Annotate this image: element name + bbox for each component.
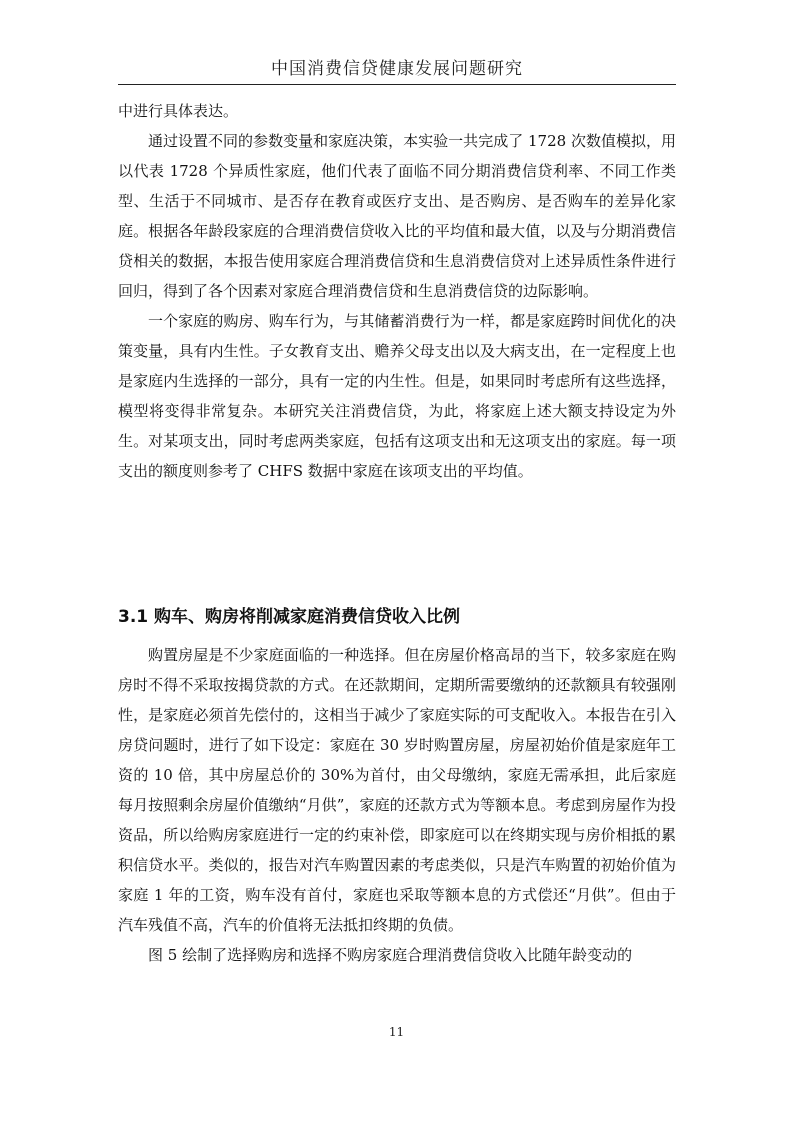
intro-body [118, 96, 676, 486]
section-body [118, 640, 676, 970]
intro-paragraph-endogeneity: 一个家庭的购房、购车行为，与其储蓄消费行为一样，都是家庭跨时间优化的决策变量，具有内生性。子女教育支出、赡养父母支出以及大病支出，在一定程度上也是家庭内生选择的一部分，具有一定的内生性。但是，如果同时考虑所有这些选择，模型将变得非常复杂。本研究关注消费信贷，为此，将家庭上述大额支持设定为外生。对某项支出，同时考虑两类家庭，包括有这项支出和无这项支出的家庭。每一项支出的额度则参考了 CHFS 数据中家庭在该项支出的平均值。 [118, 312, 676, 480]
running-header [118, 54, 676, 85]
page-number: 11 [388, 1025, 405, 1039]
section-heading-3-1: 3.1 购车、购房将削减家庭消费信贷收入比例 [118, 607, 461, 628]
intro-paragraph-simulation: 通过设置不同的参数变量和家庭决策，本实验一共完成了 1728 次数值模拟，用以代表 1728 个异质性家庭，他们代表了面临不同分期消费信贷利率、不同工作类型、生活于不同城市、是否存在教育或医疗支出、是否购房、是否购车的差异化家庭。根据各年龄段家庭的合理消费信贷收入比的平均值和最大值，以及与分期消费信贷相关的数据，本报告使用家庭合理消费信贷和生息消费信贷对上述异质性条件进行回归，得到了各个因素对家庭合理消费信贷和生息消费信贷的边际影响。 [118, 132, 676, 300]
section-paragraph-housing: 购置房屋是不少家庭面临的一种选择。但在房屋价格高昂的当下，较多家庭在购房时不得不采取按揭贷款的方式。在还款期间，定期所需要缴纳的还款额具有较强刚性，是家庭必须首先偿付的，这相当于减少了家庭实际的可支配收入。本报告在引入房贷问题时，进行了如下设定：家庭在 30 岁时购置房屋，房屋初始价值是家庭年工资的 10 倍，其中房屋总价的 30%为首付，由父母缴纳，家庭无需承担，此后家庭每月按照剩余房屋价值缴纳“月供”，家庭的还款方式为等额本息。考虑到房屋作为投资品，所以给购房家庭进行一定的约束补偿，即家庭可以在终期实现与房价相抵的累积信贷水平。类似的，报告对汽车购置因素的考虑类似，只是汽车购置的初始价值为家庭 1 年的工资，购车没有首付，家庭也采取等额本息的方式偿还“月供”。但由于汽车残值不高，汽车的价值将无法抵扣终期的负债。 [118, 646, 676, 934]
intro-paragraph-continued: 中进行具体表达。 [118, 102, 239, 120]
running-header-title: 中国消费信贷健康发展问题研究 [271, 59, 523, 79]
section-paragraph-figure-ref: 图 5 绘制了选择购房和选择不购房家庭合理消费信贷收入比随年龄变动的 [148, 946, 633, 964]
